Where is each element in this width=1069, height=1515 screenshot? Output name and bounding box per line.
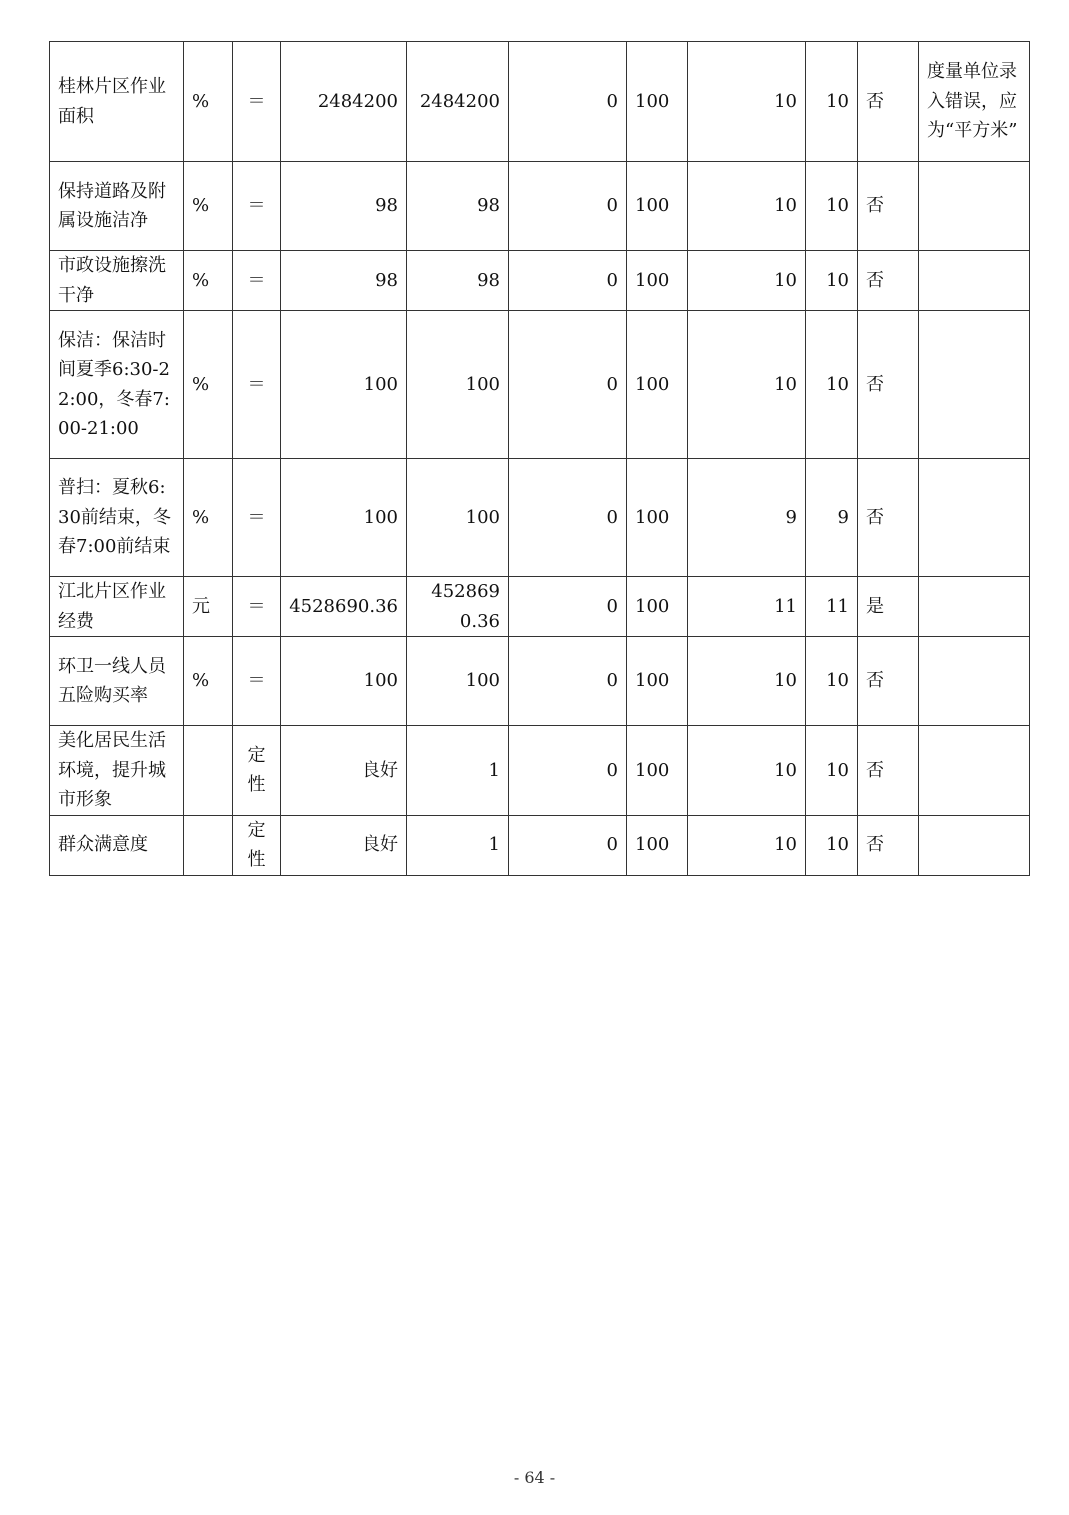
score-value: 11	[806, 577, 858, 637]
target-value: 4528690.36	[281, 577, 407, 637]
target-value: 100	[281, 459, 407, 577]
completion-rate: 100	[627, 577, 688, 637]
flag-cell: 否	[858, 42, 919, 162]
unit-cell: %	[184, 162, 233, 251]
deviation-value: 0	[509, 42, 627, 162]
indicator-name: 环卫一线人员五险购买率	[50, 637, 184, 726]
target-value: 良好	[281, 815, 407, 875]
completion-rate: 100	[627, 311, 688, 459]
table-row	[50, 637, 1030, 726]
note-cell	[919, 726, 1030, 816]
completion-rate: 100	[627, 162, 688, 251]
deviation-value: 0	[509, 726, 627, 816]
flag-cell: 否	[858, 162, 919, 251]
operator-cell: ＝	[233, 42, 281, 162]
indicator-name: 美化居民生活环境，提升城市形象	[50, 726, 184, 816]
completion-rate: 100	[627, 637, 688, 726]
indicator-name: 市政设施擦洗干净	[50, 251, 184, 311]
weight-value: 10	[688, 311, 806, 459]
indicator-name: 群众满意度	[50, 815, 184, 875]
note-cell	[919, 815, 1030, 875]
flag-cell: 否	[858, 637, 919, 726]
indicator-name: 保洁：保洁时间夏季6:30-22:00，冬春7:00-21:00	[50, 311, 184, 459]
indicator-name: 桂林片区作业面积	[50, 42, 184, 162]
actual-value: 2484200	[407, 42, 509, 162]
actual-value: 98	[407, 162, 509, 251]
weight-value: 11	[688, 577, 806, 637]
flag-cell: 否	[858, 459, 919, 577]
note-cell	[919, 251, 1030, 311]
flag-cell: 是	[858, 577, 919, 637]
deviation-value: 0	[509, 251, 627, 311]
weight-value: 10	[688, 251, 806, 311]
completion-rate: 100	[627, 42, 688, 162]
unit-cell: %	[184, 42, 233, 162]
weight-value: 10	[688, 162, 806, 251]
indicator-name: 普扫：夏秋6:30前结束，冬春7:00前结束	[50, 459, 184, 577]
deviation-value: 0	[509, 577, 627, 637]
target-value: 良好	[281, 726, 407, 816]
deviation-value: 0	[509, 459, 627, 577]
score-value: 10	[806, 637, 858, 726]
target-value: 100	[281, 311, 407, 459]
weight-value: 10	[688, 42, 806, 162]
operator-cell: 定性	[233, 726, 281, 816]
table-row	[50, 459, 1030, 577]
operator-cell: ＝	[233, 637, 281, 726]
deviation-value: 0	[509, 162, 627, 251]
unit-cell	[184, 726, 233, 816]
score-value: 10	[806, 251, 858, 311]
flag-cell: 否	[858, 251, 919, 311]
note-cell: 度量单位录入错误，应为“平方米”	[919, 42, 1030, 162]
deviation-value: 0	[509, 815, 627, 875]
completion-rate: 100	[627, 726, 688, 816]
table-row	[50, 815, 1030, 875]
flag-cell: 否	[858, 815, 919, 875]
indicator-table	[49, 41, 1030, 876]
weight-value: 10	[688, 637, 806, 726]
unit-cell: %	[184, 251, 233, 311]
actual-value: 100	[407, 459, 509, 577]
weight-value: 10	[688, 726, 806, 816]
completion-rate: 100	[627, 459, 688, 577]
indicator-name: 保持道路及附属设施洁净	[50, 162, 184, 251]
operator-cell: ＝	[233, 577, 281, 637]
operator-cell: ＝	[233, 311, 281, 459]
table-row	[50, 726, 1030, 816]
page-number: - 64 -	[513, 1468, 556, 1487]
target-value: 100	[281, 637, 407, 726]
note-cell	[919, 311, 1030, 459]
operator-cell: 定性	[233, 815, 281, 875]
actual-value: 1	[407, 726, 509, 816]
note-cell	[919, 459, 1030, 577]
note-cell	[919, 577, 1030, 637]
unit-cell	[184, 815, 233, 875]
target-value: 2484200	[281, 42, 407, 162]
note-cell	[919, 637, 1030, 726]
unit-cell: %	[184, 311, 233, 459]
deviation-value: 0	[509, 311, 627, 459]
score-value: 10	[806, 42, 858, 162]
flag-cell: 否	[858, 726, 919, 816]
completion-rate: 100	[627, 815, 688, 875]
unit-cell: %	[184, 459, 233, 577]
table-row	[50, 251, 1030, 311]
score-value: 10	[806, 726, 858, 816]
flag-cell: 否	[858, 311, 919, 459]
score-value: 10	[806, 311, 858, 459]
operator-cell: ＝	[233, 459, 281, 577]
score-value: 9	[806, 459, 858, 577]
unit-cell: 元	[184, 577, 233, 637]
table-row	[50, 42, 1030, 162]
completion-rate: 100	[627, 251, 688, 311]
unit-cell: %	[184, 637, 233, 726]
actual-value: 100	[407, 311, 509, 459]
actual-value: 98	[407, 251, 509, 311]
weight-value: 9	[688, 459, 806, 577]
table-row	[50, 577, 1030, 637]
score-value: 10	[806, 162, 858, 251]
operator-cell: ＝	[233, 251, 281, 311]
table-row	[50, 162, 1030, 251]
actual-value: 100	[407, 637, 509, 726]
weight-value: 10	[688, 815, 806, 875]
table-row	[50, 311, 1030, 459]
target-value: 98	[281, 162, 407, 251]
deviation-value: 0	[509, 637, 627, 726]
score-value: 10	[806, 815, 858, 875]
actual-value: 1	[407, 815, 509, 875]
note-cell	[919, 162, 1030, 251]
target-value: 98	[281, 251, 407, 311]
actual-value: 4528690.36	[407, 577, 509, 637]
indicator-name: 江北片区作业经费	[50, 577, 184, 637]
operator-cell: ＝	[233, 162, 281, 251]
